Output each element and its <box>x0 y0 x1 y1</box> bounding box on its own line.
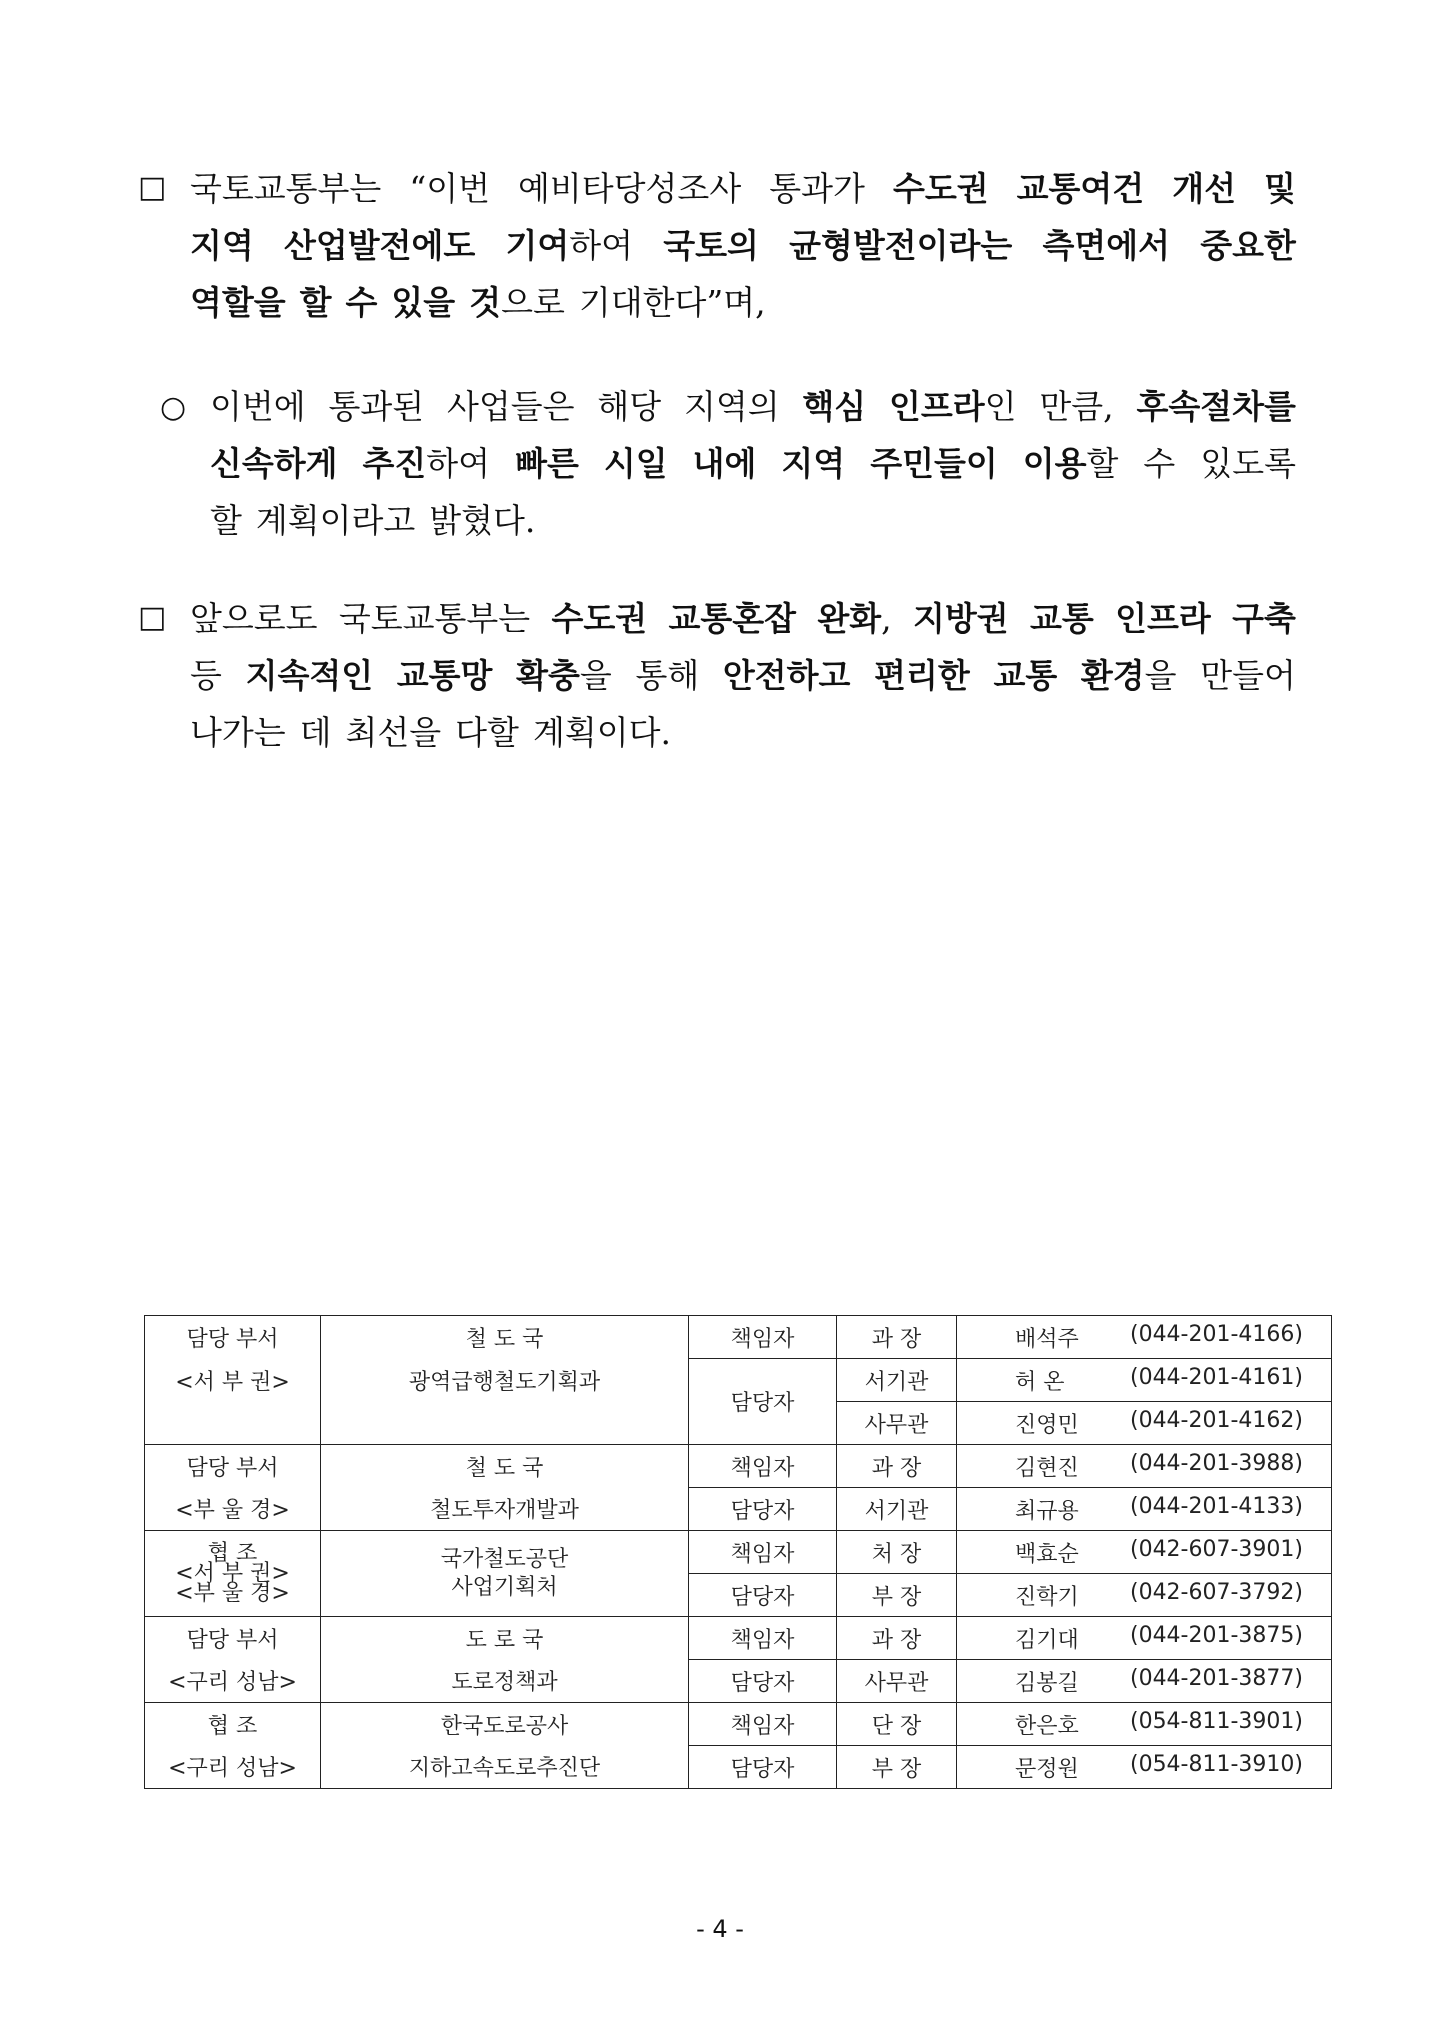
word <box>515 435 579 492</box>
bureau-name: 한국도로공사 <box>321 1703 689 1746</box>
dept-label: 담당 부서 <box>145 1617 321 1660</box>
paragraph-line <box>210 378 1296 435</box>
bold-text: 개선 <box>1172 169 1237 208</box>
word <box>1030 590 1094 647</box>
text: 밝혔다. <box>429 501 536 540</box>
bold-text: 있을 <box>391 283 456 322</box>
region-label: <부 울 경> <box>145 1488 321 1531</box>
text: 국토교통부는 <box>338 599 531 638</box>
bold-text: 구축 <box>1232 599 1296 638</box>
role-cell: 담당자 <box>689 1488 837 1531</box>
word <box>1232 590 1296 647</box>
role-cell: 책임자 <box>689 1617 837 1660</box>
paragraph-line <box>190 647 1296 704</box>
contact-name: 진학기 <box>1015 1584 1079 1610</box>
bold-text: 산업발전에도 <box>284 226 476 265</box>
bold-text: 국토의 <box>663 226 759 265</box>
circle-bullet: ○ <box>160 390 187 425</box>
paragraph-3 <box>190 590 1296 761</box>
title-cell: 서기관 <box>837 1488 957 1531</box>
bureau-name: 철 도 국 <box>321 1316 689 1359</box>
word <box>635 647 699 704</box>
contact-table <box>144 1315 1332 1789</box>
bold-text: 및 <box>1264 169 1296 208</box>
word <box>1200 435 1296 492</box>
role-cell: 담당자 <box>689 1746 837 1789</box>
text: 지역의 <box>683 387 780 426</box>
word <box>604 435 668 492</box>
word <box>1143 435 1175 492</box>
contact-cell <box>957 1359 1332 1402</box>
word <box>190 590 318 647</box>
text: 을 <box>579 656 612 695</box>
word <box>210 378 306 435</box>
word <box>1023 435 1119 492</box>
division-name: 지하고속도로추진단 <box>321 1746 689 1789</box>
word <box>893 160 989 217</box>
word <box>1039 378 1113 435</box>
bold-text: 기여 <box>505 226 570 265</box>
word <box>339 590 530 647</box>
text: “이번 <box>409 169 490 208</box>
contact-cell <box>957 1488 1332 1531</box>
text: 해당 <box>597 387 662 426</box>
contact-cell <box>957 1402 1332 1445</box>
text: 만큼, <box>1039 387 1114 426</box>
text: 을 <box>1144 656 1177 695</box>
bureau-name: 철 도 국 <box>321 1445 689 1488</box>
table-row <box>145 1316 1332 1359</box>
contact-name: 백효순 <box>1015 1541 1079 1567</box>
bold-text: 인프라 <box>1115 599 1211 638</box>
word <box>518 160 741 217</box>
title-cell: 사무관 <box>837 1660 957 1703</box>
contact-phone: (044-201-4133) <box>1129 1493 1303 1519</box>
word <box>409 160 490 217</box>
region-label: <구리 성남> <box>145 1746 321 1789</box>
contact-name: 최규용 <box>1015 1498 1079 1524</box>
title-cell: 부 장 <box>837 1746 957 1789</box>
word <box>246 647 374 704</box>
word <box>190 274 286 331</box>
contact-phone: (044-201-3875) <box>1129 1622 1303 1648</box>
text: 있도록 <box>1200 444 1296 483</box>
paragraph-line <box>190 160 1296 217</box>
contact-name: 김현진 <box>1015 1455 1079 1481</box>
word <box>1264 160 1296 217</box>
region-label: <부 울 경> <box>175 1580 290 1606</box>
dept-label: 협 조 <box>145 1703 321 1746</box>
text: 통과된 <box>328 387 425 426</box>
table-row <box>145 1531 1332 1574</box>
word <box>870 435 998 492</box>
bold-text: 지속적인 <box>245 656 374 695</box>
bold-text: 핵심 <box>802 387 867 426</box>
contact-phone: (044-201-4166) <box>1129 1321 1303 1347</box>
contact-phone: (042-607-3792) <box>1129 1579 1303 1605</box>
word <box>506 217 634 274</box>
contact-phone: (054-811-3910) <box>1129 1751 1303 1777</box>
text: 하여 <box>426 444 491 483</box>
word <box>1172 160 1236 217</box>
paragraph-line <box>190 590 1296 647</box>
dept-label: 협 조 <box>207 1540 258 1566</box>
word <box>1081 647 1177 704</box>
word <box>210 492 242 549</box>
text: 최선을 <box>345 713 442 752</box>
division-name: 철도투자개발과 <box>321 1488 689 1531</box>
word <box>391 274 455 331</box>
table-row <box>145 1746 1332 1789</box>
table-row <box>145 1488 1332 1531</box>
bold-text: 수도권 <box>892 169 989 208</box>
title-cell: 부 장 <box>837 1574 957 1617</box>
word <box>469 274 565 331</box>
table-row <box>145 1359 1332 1402</box>
contact-cell <box>957 1703 1332 1746</box>
division-name: 광역급행철도기획과 <box>321 1359 689 1445</box>
contact-name: 배석주 <box>1015 1326 1079 1352</box>
bold-text: 빠른 <box>515 444 579 483</box>
bold-text: 내에 <box>692 444 757 483</box>
paragraph-line <box>190 704 1296 761</box>
word <box>300 274 332 331</box>
paragraph-2 <box>210 378 1296 549</box>
title-cell: 과 장 <box>837 1445 957 1488</box>
bold-text: 완화 <box>817 599 882 638</box>
contact-cell <box>957 1531 1332 1574</box>
contact-cell <box>957 1746 1332 1789</box>
bold-text: 주민들이 <box>870 444 998 483</box>
text: 계획이라고 <box>255 501 416 540</box>
table-row <box>145 1617 1332 1660</box>
word <box>817 590 891 647</box>
word <box>1200 217 1296 274</box>
text: , <box>881 599 892 638</box>
word <box>190 160 381 217</box>
role-cell: 책임자 <box>689 1531 837 1574</box>
word <box>669 590 797 647</box>
text: 만들어 <box>1200 656 1296 695</box>
checkbox-bullet: □ <box>138 600 167 635</box>
text: 데 <box>299 713 332 752</box>
word <box>190 704 286 761</box>
title-cell: 처 장 <box>837 1531 957 1574</box>
role-cell: 책임자 <box>689 1316 837 1359</box>
word <box>346 274 378 331</box>
word <box>1137 378 1296 435</box>
contact-name: 김봉길 <box>1015 1670 1079 1696</box>
word <box>397 647 493 704</box>
word <box>874 647 970 704</box>
bold-text: 중요한 <box>1200 226 1296 265</box>
bold-text: 교통 <box>1030 599 1094 638</box>
contact-phone: (044-201-3877) <box>1129 1665 1303 1691</box>
bold-text: 안전하고 <box>722 656 851 695</box>
role-cell: 책임자 <box>689 1445 837 1488</box>
bold-text: 이용 <box>1022 444 1087 483</box>
text: 앞으로도 <box>190 599 318 638</box>
bureau-name: 도 로 국 <box>321 1617 689 1660</box>
bold-text: 것 <box>469 283 502 322</box>
title-cell: 단 장 <box>837 1703 957 1746</box>
bold-text: 수도권 <box>551 599 648 638</box>
text: 이번에 <box>210 387 306 426</box>
bold-text: 지역 <box>781 444 846 483</box>
word <box>579 274 766 331</box>
bold-text: 교통 <box>993 656 1058 695</box>
contact-cell <box>957 1574 1332 1617</box>
contact-cell <box>957 1617 1332 1660</box>
dept-label: 담당 부서 <box>145 1445 321 1488</box>
bureau-name: 국가철도공단 <box>440 1546 569 1572</box>
word <box>663 217 759 274</box>
contact-phone: (044-201-4161) <box>1129 1364 1303 1390</box>
contact-phone: (042-607-3901) <box>1129 1536 1303 1562</box>
contact-name: 한은호 <box>1015 1713 1079 1739</box>
title-cell: 서기관 <box>837 1359 957 1402</box>
region-label: <서 부 권> <box>145 1359 321 1445</box>
text: 사업들은 <box>446 387 575 426</box>
text: 국토교통부는 <box>190 169 382 208</box>
word <box>781 435 845 492</box>
contact-phone: (044-201-4162) <box>1129 1407 1303 1433</box>
word <box>533 704 671 761</box>
bold-text: 확충 <box>516 656 580 695</box>
word <box>993 647 1057 704</box>
role-cell: 책임자 <box>689 1703 837 1746</box>
paragraph-1 <box>190 160 1296 331</box>
paragraph-line <box>190 274 1296 331</box>
bold-text: 후속절차를 <box>1136 387 1296 426</box>
word <box>328 378 424 435</box>
text: 기대한다”며, <box>578 283 766 322</box>
word <box>1200 647 1296 704</box>
word <box>363 435 491 492</box>
paragraph-line <box>190 217 1296 274</box>
word <box>346 704 442 761</box>
contact-name: 진영민 <box>1015 1412 1079 1438</box>
bold-text: 교통여건 <box>1016 169 1145 208</box>
bold-text: 추진 <box>362 444 427 483</box>
text: 하여 <box>569 226 634 265</box>
bold-text: 수 <box>345 283 378 322</box>
title-cell: 과 장 <box>837 1617 957 1660</box>
agency-cell <box>321 1531 689 1617</box>
bold-text: 신속하게 <box>210 444 338 483</box>
word <box>429 492 535 549</box>
word <box>684 378 780 435</box>
word <box>455 704 519 761</box>
dept-label: 담당 부서 <box>145 1316 321 1359</box>
title-cell: 과 장 <box>837 1316 957 1359</box>
text: 등 <box>190 656 222 695</box>
text: 할 <box>1086 444 1119 483</box>
bold-text: 교통혼잡 <box>668 599 797 638</box>
bold-text: 지역 <box>190 226 254 265</box>
contact-name: 문정원 <box>1015 1756 1079 1782</box>
title-cell: 사무관 <box>837 1402 957 1445</box>
word <box>190 217 254 274</box>
text: 나가는 <box>190 713 286 752</box>
page-number: - 4 - <box>696 1915 744 1943</box>
checkbox-bullet: □ <box>138 170 167 205</box>
text: 할 <box>210 501 242 540</box>
role-cell: 담당자 <box>689 1359 837 1445</box>
paragraph-line <box>210 435 1296 492</box>
bold-text: 할 <box>299 283 332 322</box>
text: 인 <box>984 387 1017 426</box>
role-cell: 담당자 <box>689 1660 837 1703</box>
contact-phone: (054-811-3901) <box>1129 1708 1303 1734</box>
word <box>210 435 338 492</box>
word <box>597 378 661 435</box>
region-label: <서 부 권> <box>175 1560 290 1586</box>
text: 예비타당성조사 <box>518 169 742 208</box>
bold-text: 편리한 <box>874 656 970 695</box>
word <box>516 647 612 704</box>
contact-phone: (044-201-3988) <box>1129 1450 1303 1476</box>
contact-cell <box>957 1445 1332 1488</box>
text: 다할 <box>455 713 519 752</box>
word <box>284 217 475 274</box>
word <box>1017 160 1145 217</box>
bold-text: 지방권 <box>913 599 1009 638</box>
word <box>300 704 332 761</box>
word <box>693 435 757 492</box>
role-cell: 담당자 <box>689 1574 837 1617</box>
word <box>552 590 648 647</box>
text: 통해 <box>635 656 700 695</box>
bold-text: 인프라 <box>889 387 985 426</box>
table-row <box>145 1703 1332 1746</box>
word <box>447 378 575 435</box>
table-row <box>145 1445 1332 1488</box>
word <box>913 590 1009 647</box>
division-name: 사업기획처 <box>451 1574 558 1600</box>
bold-text: 측면에서 <box>1042 226 1171 265</box>
word <box>190 647 222 704</box>
word <box>256 492 415 549</box>
paragraph-line <box>210 492 1296 549</box>
region-label: <구리 성남> <box>145 1660 321 1703</box>
bold-text: 역할을 <box>190 283 286 322</box>
word <box>1043 217 1171 274</box>
text: 통과가 <box>769 169 865 208</box>
bold-text: 교통망 <box>396 656 493 695</box>
contact-name: 김기대 <box>1015 1627 1079 1653</box>
bold-text: 환경 <box>1080 656 1145 695</box>
division-name: 도로정책과 <box>321 1660 689 1703</box>
word <box>889 378 1017 435</box>
bold-text: 균형발전이라는 <box>789 226 1013 265</box>
table-row <box>145 1660 1332 1703</box>
text: 으로 <box>501 283 565 322</box>
text: 계획이다. <box>532 713 671 752</box>
word <box>769 160 865 217</box>
word <box>789 217 1012 274</box>
contact-cell <box>957 1660 1332 1703</box>
coop-label-cell <box>145 1531 321 1617</box>
contact-name: 허 온 <box>1015 1369 1065 1395</box>
text: 수 <box>1143 444 1176 483</box>
contact-cell <box>957 1316 1332 1359</box>
word <box>723 647 851 704</box>
word <box>802 378 866 435</box>
bold-text: 시일 <box>603 444 668 483</box>
word <box>1115 590 1211 647</box>
